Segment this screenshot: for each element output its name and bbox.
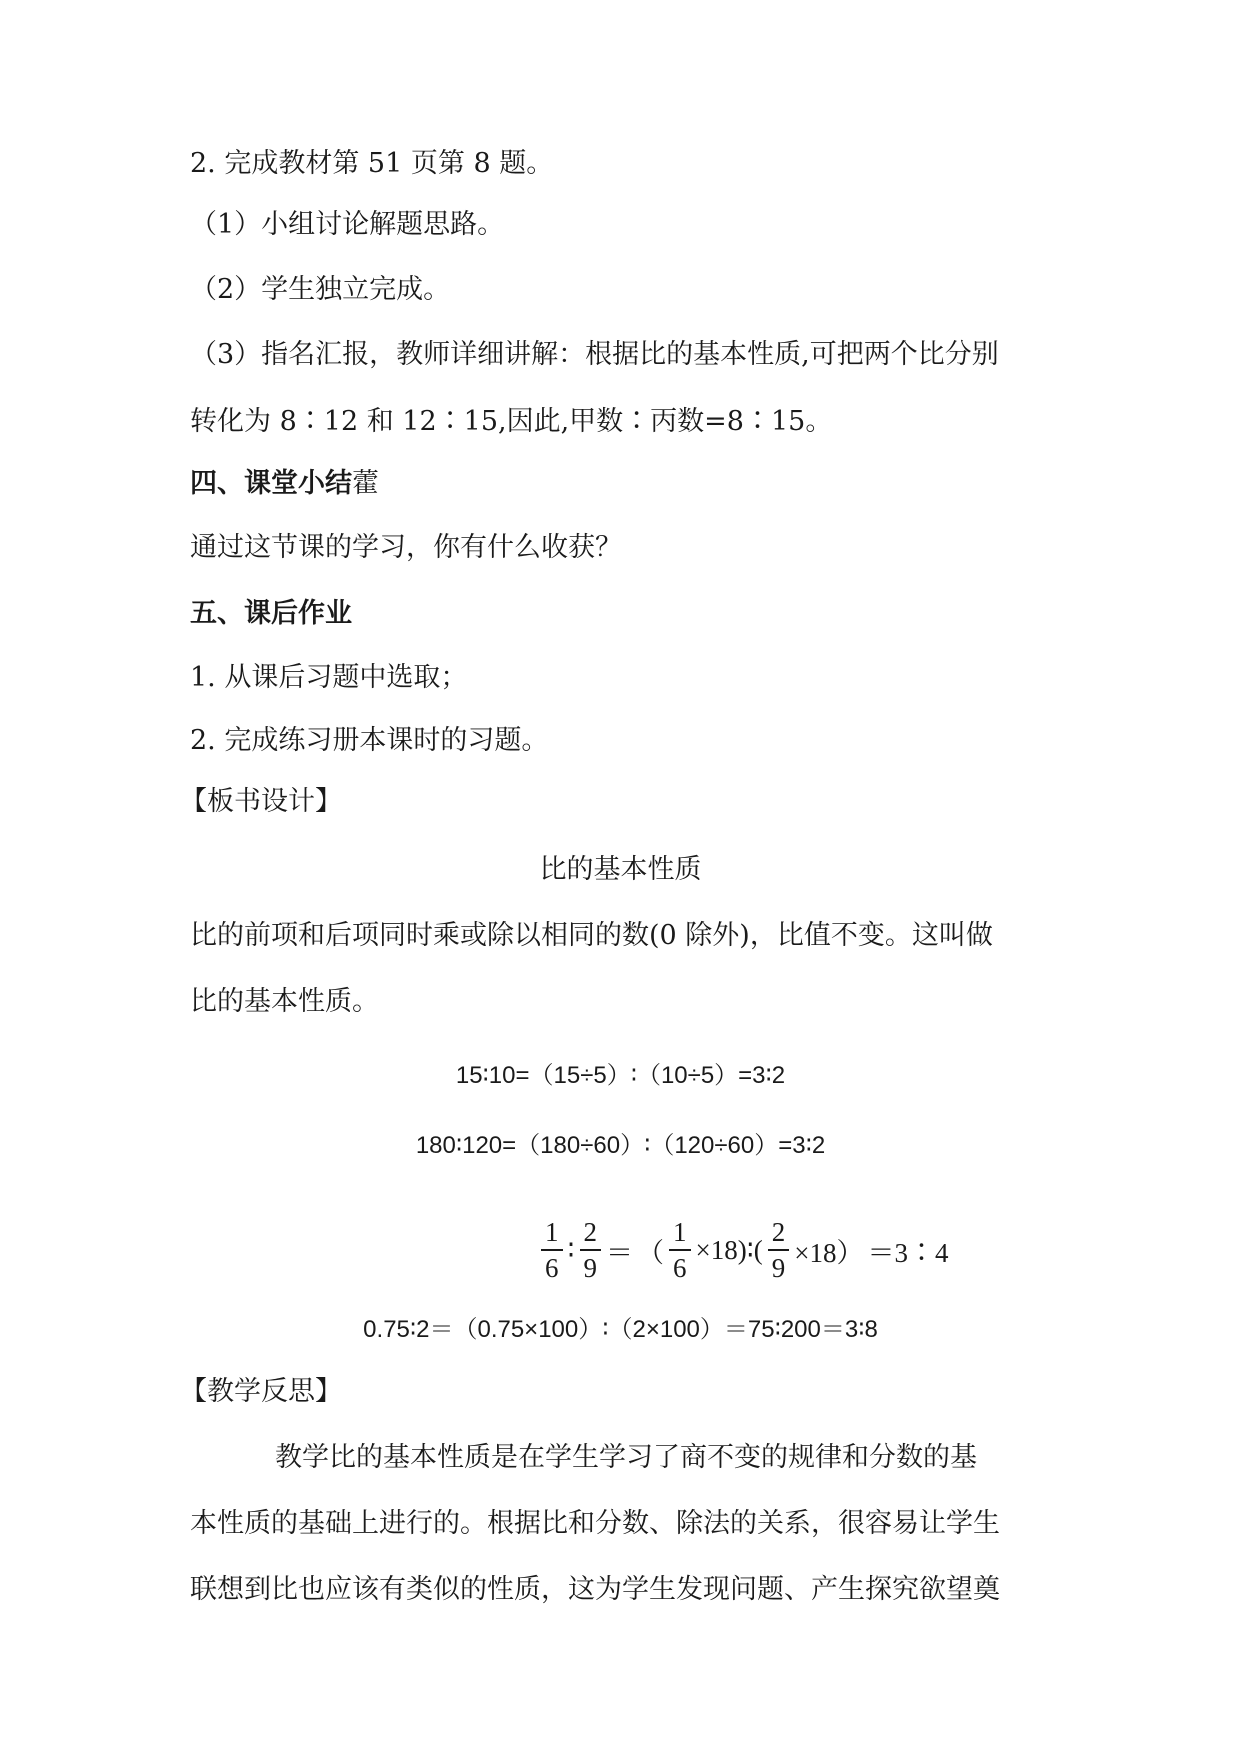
summary-question: 通过这节课的学习，你有什么收获？ <box>190 532 622 563</box>
fraction-d-numerator: 2 <box>768 1215 790 1251</box>
step-2-text: （2）学生独立完成。 <box>190 274 451 305</box>
colon-sign: ∶ <box>567 1234 575 1265</box>
example-4: 0.75∶2＝（0.75×100）∶（2×100）＝75∶200＝3∶8 <box>363 1316 878 1343</box>
open-paren: （ <box>637 1237 665 1268</box>
example-2: 180∶120=（180÷60）∶（120÷60）=3∶2 <box>415 1132 826 1159</box>
fraction-c <box>669 1215 691 1285</box>
step-3-text-line-1: （3）指名汇报，教师详细讲解：根据比的基本性质,可把两个比分别 <box>190 339 999 370</box>
times-18-second: ×18） <box>794 1237 864 1268</box>
reflection-line-3: 联想到比也应该有类似的性质，这为学生发现问题、产生探究欲望奠 <box>190 1574 1000 1605</box>
task-2-text: 2. 完成教材第 51 页第 8 题。 <box>190 148 554 179</box>
fraction-a-numerator: 1 <box>541 1215 563 1251</box>
section-4-heading-suffix: 藿 <box>352 468 379 499</box>
fraction-result: ＝3∶4 <box>867 1237 949 1268</box>
equals-sign: ＝ <box>606 1237 634 1268</box>
board-design-heading: 【板书设计】 <box>180 786 342 817</box>
example-1: 15∶10=（15÷5）∶（10÷5）=3∶2 <box>455 1062 786 1089</box>
fraction-c-denominator: 6 <box>673 1253 687 1283</box>
step-1-text: （1）小组讨论解题思路。 <box>190 209 505 240</box>
fraction-c-numerator: 1 <box>669 1215 691 1251</box>
section-5-heading: 五、课后作业 <box>190 598 352 629</box>
section-4-heading <box>190 466 379 502</box>
section-4-heading-text: 四、课堂小结 <box>190 468 352 499</box>
reflection-heading: 【教学反思】 <box>180 1376 342 1407</box>
step-3-text-line-2: 转化为 8∶12 和 12∶15,因此,甲数∶丙数=8∶15。 <box>190 406 833 437</box>
homework-2: 2. 完成练习册本课时的习题。 <box>190 725 549 756</box>
fraction-a <box>541 1215 563 1285</box>
reflection-line-1: 教学比的基本性质是在学生学习了商不变的规律和分数的基 <box>275 1442 977 1473</box>
times-18-first: ×18)∶( <box>695 1234 763 1265</box>
fraction-b-denominator: 9 <box>583 1253 598 1283</box>
fraction-d-denominator: 9 <box>771 1253 786 1283</box>
fraction-example <box>538 1205 951 1295</box>
reflection-line-2: 本性质的基础上进行的。根据比和分数、除法的关系，很容易让学生 <box>190 1508 1000 1539</box>
rule-line-1: 比的前项和后项同时乘或除以相同的数(0 除外)，比值不变。这叫做 <box>190 920 993 951</box>
board-title: 比的基本性质 <box>539 854 702 885</box>
fraction-d <box>768 1215 790 1285</box>
homework-1: 1. 从课后习题中选取； <box>190 662 468 693</box>
fraction-b-numerator: 2 <box>580 1215 602 1251</box>
fraction-a-denominator: 6 <box>545 1253 559 1283</box>
rule-line-2: 比的基本性质。 <box>190 986 379 1017</box>
fraction-b <box>580 1215 602 1285</box>
